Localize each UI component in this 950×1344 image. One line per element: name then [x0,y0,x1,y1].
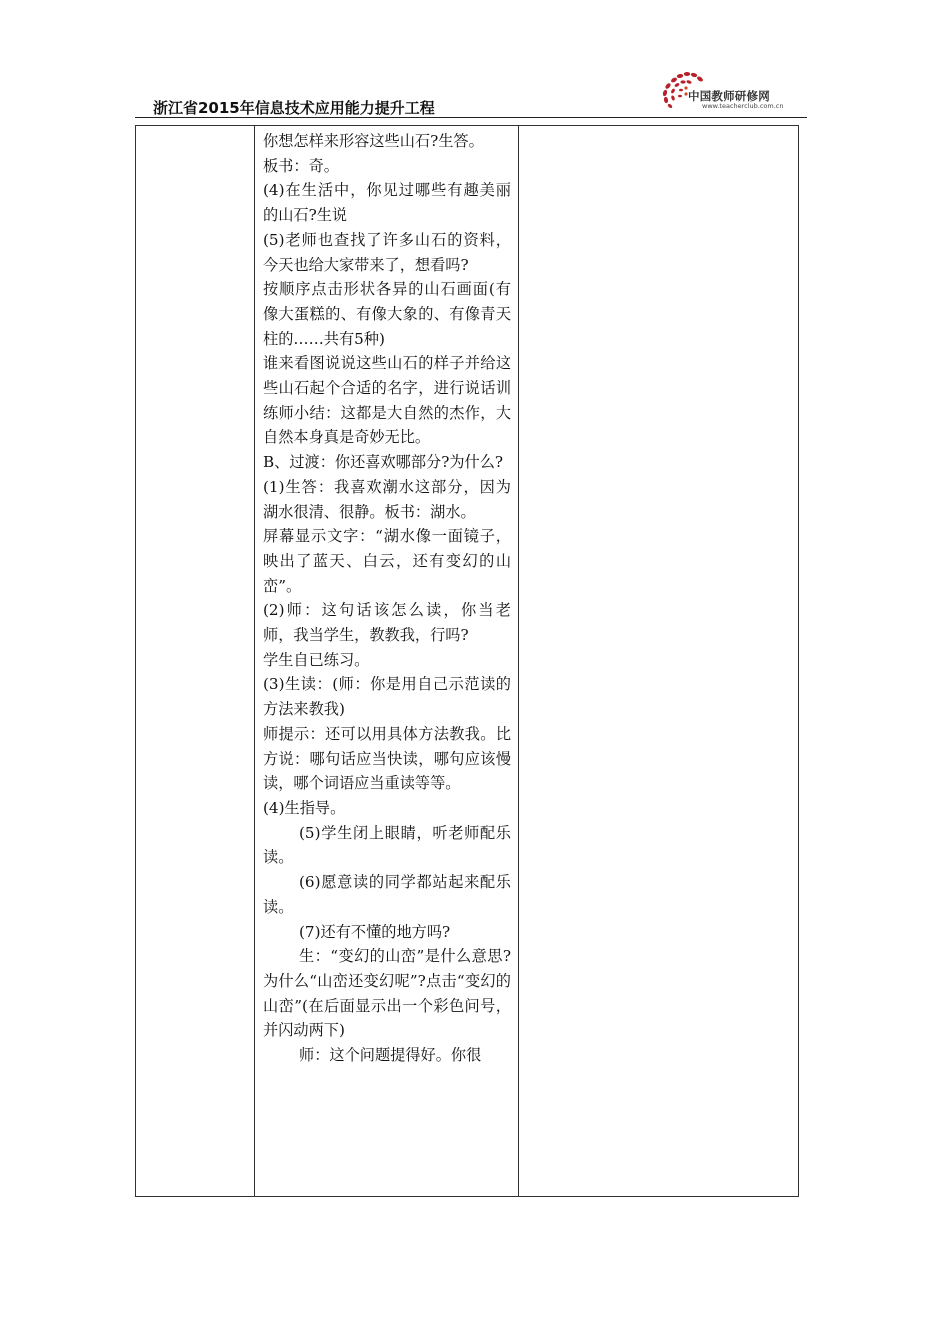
document-header-title: 浙江省2015年信息技术应用能力提升工程 [153,99,435,117]
text-line: 屏幕显示文字：“湖水像一面镜子，映出了蓝天、白云，还有变幻的山峦”。 [263,527,511,595]
text-line: (1)生答：我喜欢潮水这部分，因为湖水很清、很静。板书：湖水。 [263,477,511,521]
text-line: 你想怎样来形容这些山石?生答。 [263,132,484,150]
text-line: 板书：奇。 [263,156,339,175]
text-line: (4)在生活中，你见过哪些有趣美丽的山石?生说 [263,181,511,225]
text-line: 按顺序点击形状各异的山石画面(有像大蛋糕的、有像大象的、有像青天柱的……共有5种) [263,280,511,348]
text-line: (6)愿意读的同学都站起来配乐读。 [263,873,511,916]
text-line: 生：“变幻的山峦”是什么意思?为什么“山峦还变幻呢”?点击“变幻的山峦”(在后面显示出一个彩色问号，并闪动两下) [263,947,511,1040]
text-line: (3)生读：(师：你是用自己示范读的方法来教我) [263,675,511,719]
logo-text: 中国教师研修网 [688,89,770,103]
table-column-divider-1 [254,125,255,1197]
text-line: 师：这个问题提得好。你很 [299,1046,482,1065]
logo-url: www.teacherclub.com.cn [702,102,784,110]
text-line: (5)学生闭上眼睛，听老师配乐读。 [263,823,511,867]
table-column-divider-2 [518,125,519,1197]
text-line: (7)还有不懂的地方吗? [299,922,451,941]
text-line: B、过渡：你还喜欢哪部分?为什么? [263,453,504,472]
text-line: (5)老师也查找了许多山石的资料，今天也给大家带来了，想看吗? [263,230,511,274]
text-line: (2)师：这句话该怎么读，你当老师，我当学生，教教我，行吗? [263,601,511,645]
text-line: (4)生指导。 [263,798,346,817]
text-line: 师提示：还可以用具体方法教我。比方说：哪句话应当快读，哪句应该慢读，哪个词语应当重读等等。 [263,724,511,793]
table-top-border [135,125,799,126]
teaching-process-cell [263,129,511,1068]
text-line: 谁来看图说说这些山石的样子并给这些山石起个合适的名字，进行说话训练师小结：这都是大自然的杰作，大自然本身真是奇妙无比。 [263,354,511,447]
text-line: 学生自已练习。 [263,650,370,669]
header-rule [135,117,807,118]
